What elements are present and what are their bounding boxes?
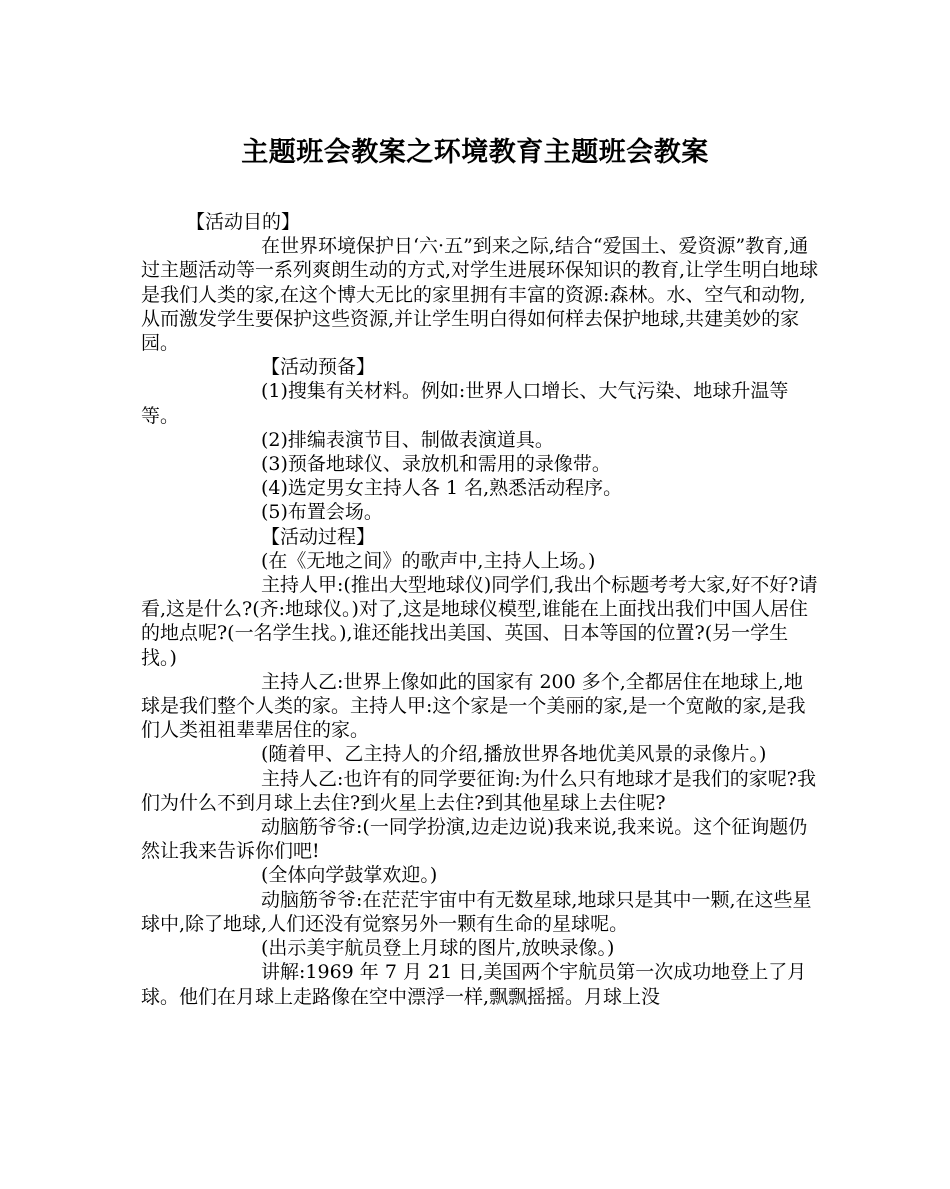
paragraph: (在《无地之间》的歌声中,主持人上场。) (261, 549, 596, 572)
list-item: (2)排编表演节目、制做表演道具。 (261, 428, 554, 451)
document-title: 主题班会教案之环境教育主题班会教案 (241, 137, 709, 168)
paragraph: 讲解:1969 年 7 月 21 日,美国两个宇航员第一次成功地登上了月球。他们在月球上走路像在空中漂浮一样,飘飘摇摇。月球上没 (141, 961, 807, 1008)
section-heading-purpose: 【活动目的】 (186, 211, 301, 233)
paragraph: 动脑筋爷爷:(一同学扮演,边走边说)我来说,我来说。这个征询题仍然让我来告诉你们吧! (141, 816, 808, 863)
paragraph: 动脑筋爷爷:在茫茫宇宙中有无数星球,地球只是其中一颗,在这些星球中,除了地球,人们还没有觉察另外一颗有生命的星球呢。 (141, 888, 812, 935)
list-item: (1)搜集有关材料。例如:世界人口增长、大气污染、地球升温等等。 (141, 380, 789, 427)
section-heading-process: 【活动过程】 (261, 525, 376, 548)
list-item: (5)布置会场。 (261, 501, 383, 524)
paragraph: 主持人乙:也许有的同学要征询:为什么只有地球才是我们的家呢?我们为什么不到月球上去住?到火星上去住?到其他星球上去住呢? (141, 767, 816, 814)
document-body (141, 210, 821, 1009)
list-item: (3)预备地球仪、录放机和需用的录像带。 (261, 453, 611, 476)
list-item: (4)选定男女主持人各 1 名,熟悉活动程序。 (261, 477, 623, 500)
paragraph: 在世界环境保护日‘六·五”到来之际,结合“爱国土、爱资源”教育,通过主题活动等一系列爽朗生动的方式,对学生进展环保知识的教育,让学生明白地球是我们人类的家,在这个博大无比的家里拥有丰富的资源:森林。水、空气和动物,从而激发学生要保护这些资源,并让学生明白得如何样去保护地球,共建美妙的家园。 (141, 235, 819, 355)
paragraph: 主持人乙:世界上像如此的国家有 200 多个,全都居住在地球上,地球是我们整个人类的家。主持人甲:这个家是一个美丽的家,是一个宽敞的家,是我们人类祖祖辈辈居住的家。 (141, 670, 806, 742)
paragraph: 主持人甲:(推出大型地球仪)同学们,我出个标题考考大家,好不好?请看,这是什么?(齐:地球仪。)对了,这是地球仪模型,谁能在上面找出我们中国人居住的地点呢?(一名学生找。),谁还能找出美国、英国、日本等国的位置?(另一学生找。) (141, 574, 818, 669)
paragraph: (出示美宇航员登上月球的图片,放映录像。) (261, 937, 615, 960)
paragraph: (全体向学鼓掌欢迎。) (261, 864, 438, 887)
paragraph: (随着甲、乙主持人的介绍,播放世界各地优美风景的录像片。) (261, 743, 767, 766)
section-heading-preparation: 【活动预备】 (261, 356, 376, 379)
